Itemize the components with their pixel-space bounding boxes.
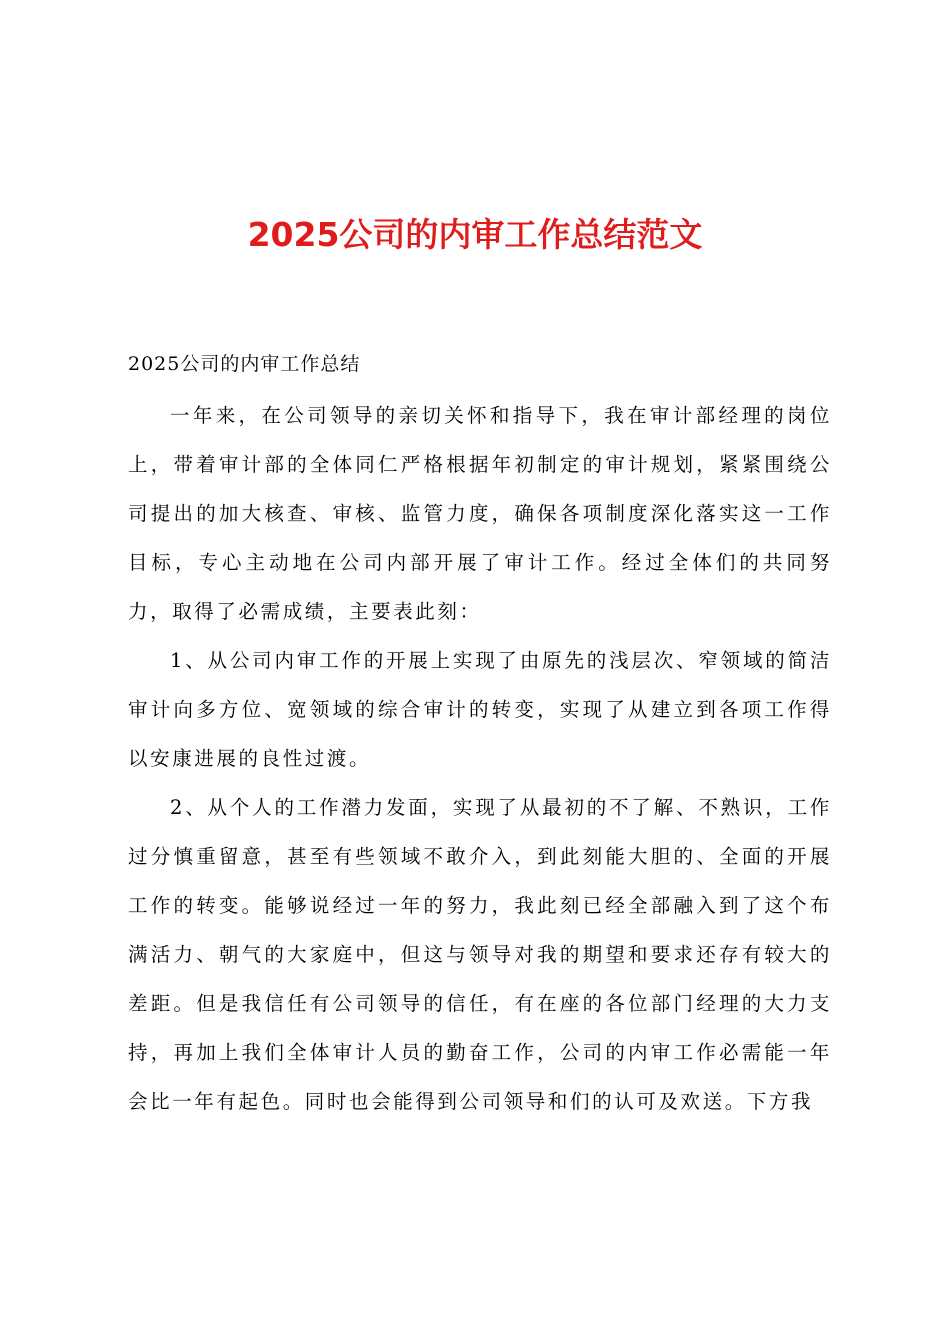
paragraph-point-1: 1、从公司内审工作的开展上实现了由原先的浅层次、窄领域的简洁审计向多方位、宽领域的综合审计的转变，实现了从建立到各项工作得以安康进展的良性过渡。 [128,649,832,770]
document-subtitle: 2025公司的内审工作总结 [128,353,361,375]
paragraph-intro: 一年来，在公司领导的亲切关怀和指导下，我在审计部经理的岗位上，带着审计部的全体同仁严格根据年初制定的审计规划，紧紧围绕公司提出的加大核查、审核、监管力度，确保各项制度深化落实这一工作目标，专心主动地在公司内部开展了审计工作。经过全体们的共同努力，取得了必需成绩，主要表此刻： [128,404,832,623]
document-body [128,341,832,1126]
document-title: 2025公司的内审工作总结范文 [247,215,703,254]
paragraph-point-2: 2、从个人的工作潜力发面，实现了从最初的不了解、不熟识，工作过分慎重留意，甚至有些领域不敢介入，到此刻能大胆的、全面的开展工作的转变。能够说经过一年的努力，我此刻已经全部融入到了这个布满活力、朝气的大家庭中，但这与领导对我的期望和要求还存有较大的差距。但是我信任有公司领导的信任，有在座的各位部门经理的大力支持，再加上我们全体审计人员的勤奋工作，公司的内审工作必需能一年会比一年有起色。同时也会能得到公司领导和们的认可及欢送。下方我 [128,796,832,1113]
